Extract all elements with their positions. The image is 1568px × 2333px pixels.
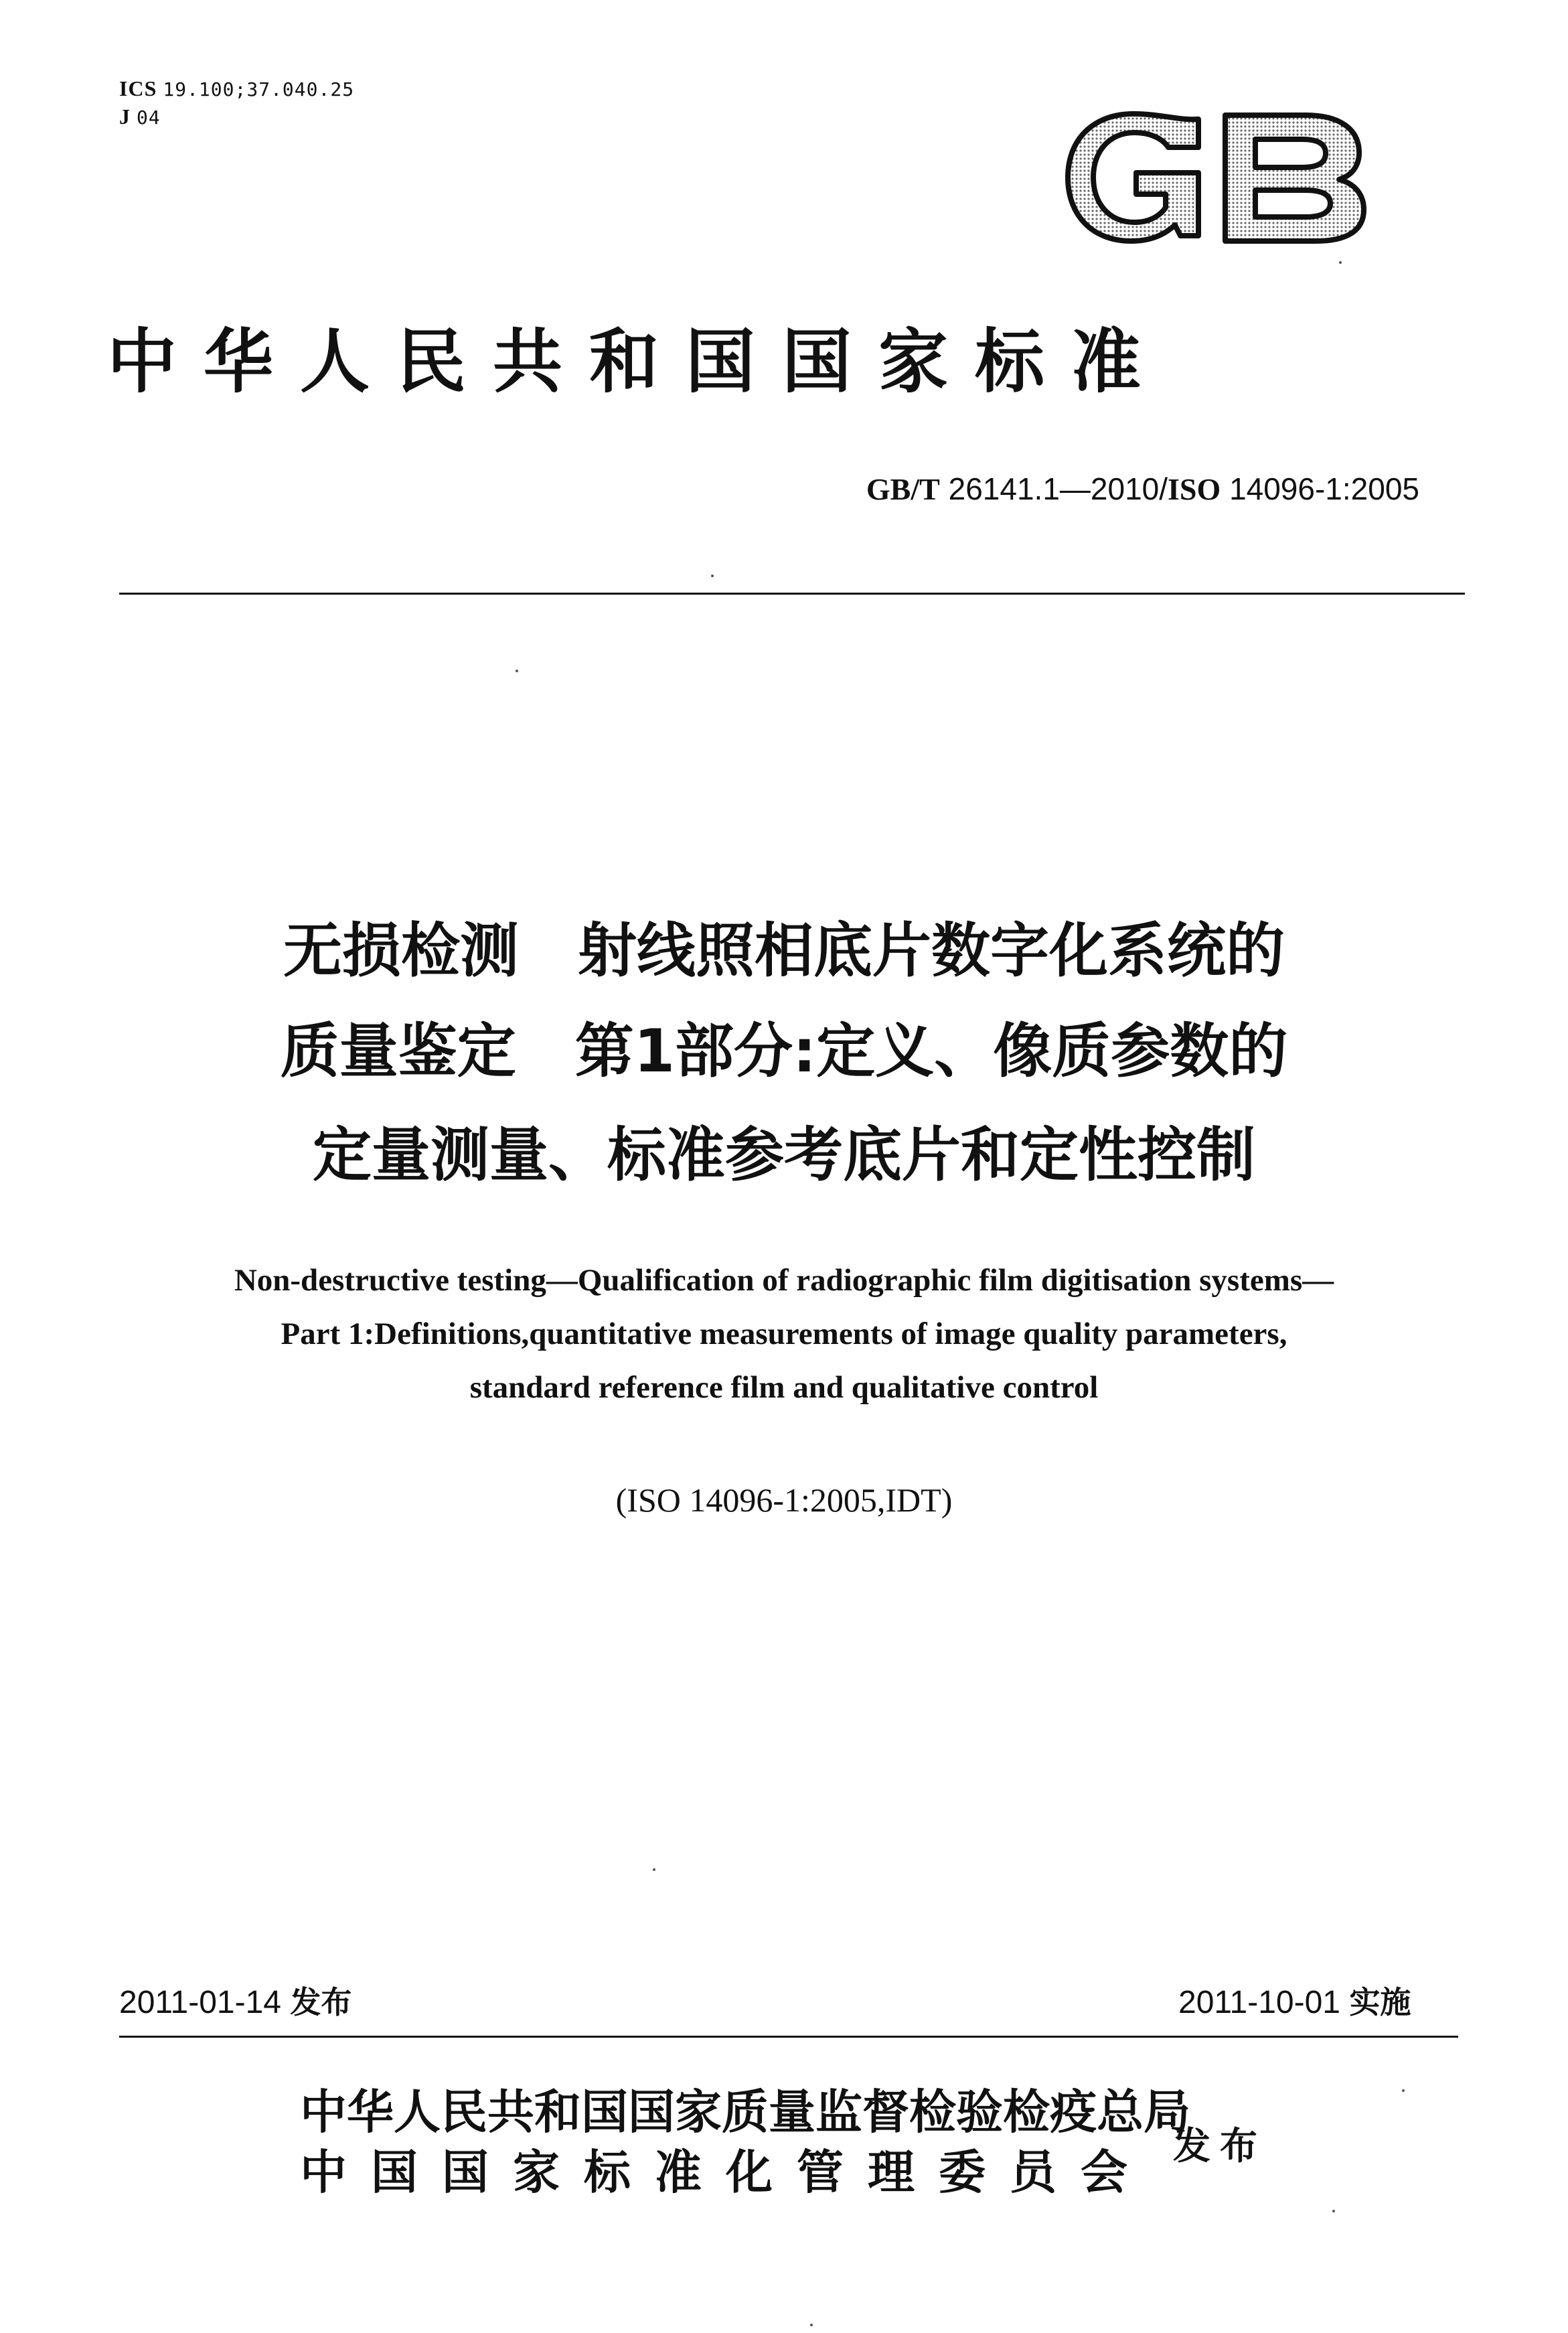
standard-type-title: 中华人民共和国国家标准 xyxy=(107,320,1168,402)
issue-date-value: 2011-01-14 xyxy=(119,1985,281,2020)
issue-date xyxy=(119,1982,351,2023)
standard-code: 26141.1—2010/ xyxy=(948,471,1168,506)
scan-speck xyxy=(1332,2210,1335,2212)
standard-number xyxy=(703,469,1419,510)
issue-date-label: 发布 xyxy=(290,1984,352,2020)
scan-speck xyxy=(810,2324,813,2326)
scan-speck xyxy=(1339,261,1342,264)
ics-label: ICS xyxy=(119,76,157,100)
iso-code: 14096-1:2005 xyxy=(1229,471,1419,506)
title-cn-line-3: 定量测量、标准参考底片和定性控制 xyxy=(312,1120,1255,1189)
issuer-org-2: 中国国家标准化管理委员会 xyxy=(300,2144,1152,2200)
iso-prefix: ISO xyxy=(1168,472,1221,506)
scan-speck xyxy=(516,670,518,672)
ccs-label: J xyxy=(119,104,131,129)
issue-verb: 发布 xyxy=(1173,2124,1267,2168)
effective-date-label: 实施 xyxy=(1349,1984,1411,2020)
issuer-org-1: 中华人民共和国国家质量监督检验检疫总局 xyxy=(300,2084,1190,2139)
iso-adoption-note: (ISO 14096-1:2005,IDT) xyxy=(615,1481,953,1519)
effective-date-value: 2011-10-01 xyxy=(1178,1985,1340,2020)
title-cn-line-2: 质量鉴定 第1部分:定义、像质参数的 xyxy=(280,1017,1288,1085)
effective-date xyxy=(1178,1982,1411,2023)
scan-speck xyxy=(653,1868,655,1871)
header-divider xyxy=(119,593,1465,595)
ccs-classification xyxy=(119,103,161,131)
title-en-line-2: Part 1:Definitions,quantitative measurements of image quality parameters, xyxy=(281,1316,1287,1351)
scan-speck xyxy=(1402,2089,1405,2092)
title-en-line-3: standard reference film and qualitative control xyxy=(469,1370,1099,1405)
ics-classification xyxy=(119,75,354,103)
scan-speck xyxy=(711,575,714,577)
ccs-value: 04 xyxy=(137,106,161,129)
gb-logo-icon xyxy=(1054,100,1376,254)
title-en-line-1: Non-destructive testing—Qualification of radiographic film digitisation systems— xyxy=(234,1263,1334,1298)
standard-prefix: GB/T xyxy=(866,472,940,506)
ics-value: 19.100;37.040.25 xyxy=(163,78,355,100)
footer-divider xyxy=(119,2036,1458,2038)
title-cn-line-1: 无损检测 射线照相底片数字化系统的 xyxy=(283,916,1285,985)
